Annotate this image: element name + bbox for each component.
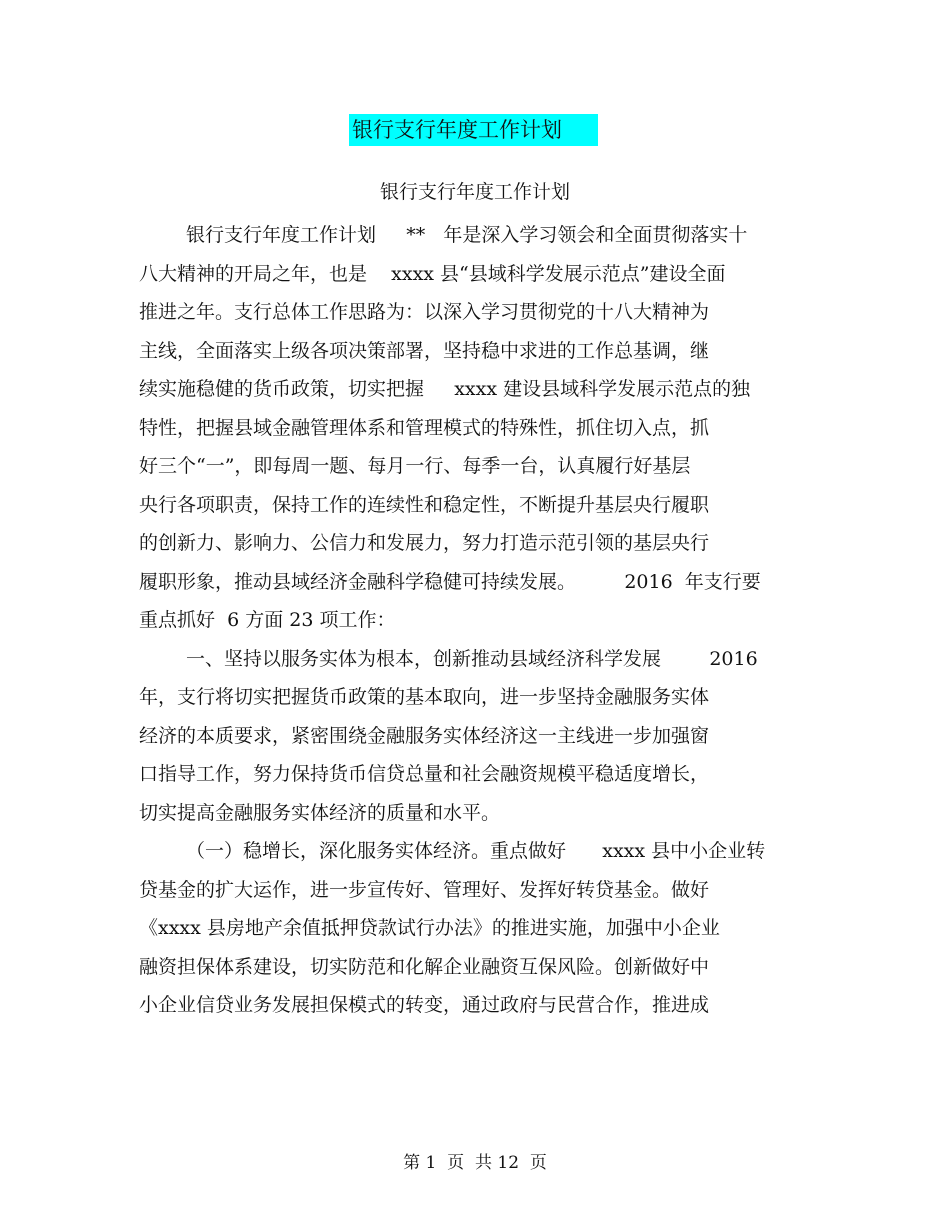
document-subtitle: 银行支行年度工作计划 xyxy=(379,181,570,203)
body-line: 推进之年。支行总体工作思路为：以深入学习贯彻党的十八大精神为 xyxy=(139,301,710,323)
body-line: 主线，全面落实上级各项决策部署，坚持稳中求进的工作总基调，继 xyxy=(139,339,710,362)
body-line: 融资担保体系建设，切实防范和化解企业融资互保风险。创新做好中 xyxy=(139,955,710,978)
body-line: 经济的本质要求，紧密围绕金融服务实体经济这一主线进一步加强窗 xyxy=(139,724,710,747)
body-line: 央行各项职责，保持工作的连续性和稳定性，不断提升基层央行履职 xyxy=(139,493,710,516)
document-title: 银行支行年度工作计划 xyxy=(349,114,598,146)
body-line: 一、坚持以服务实体为根本，创新推动县域经济科学发展 2016 xyxy=(186,647,758,670)
page-footer: 第 1 页 共 12 页 xyxy=(403,1153,547,1173)
body-line: 重点抓好 6 方面 23 项工作： xyxy=(139,609,396,631)
body-line: 小企业信贷业务发展担保模式的转变，通过政府与民营合作，推进成 xyxy=(139,994,710,1016)
body-line: 口指导工作，努力保持货币信贷总量和社会融资规模平稳适度增长， xyxy=(139,763,710,785)
body-line: 的创新力、影响力、公信力和发展力，努力打造示范引领的基层央行 xyxy=(139,532,710,554)
body-line: 八大精神的开局之年，也是 xxxx 县“县域科学发展示范点”建设全面 xyxy=(139,262,726,285)
body-line: （一）稳增长，深化服务实体经济。重点做好 xxxx 县中小企业转 xyxy=(186,840,766,862)
body-line: 年，支行将切实把握货币政策的基本取向，进一步坚持金融服务实体 xyxy=(139,686,710,708)
body-line: 履职形象，推动县域经济金融科学稳健可持续发展。 2016 年支行要 xyxy=(139,570,761,593)
body-line: 切实提高金融服务实体经济的质量和水平。 xyxy=(139,801,501,824)
body-line: 续实施稳健的货币政策，切实把握 xxxx 建设县域科学发展示范点的独 xyxy=(139,378,751,400)
body-line: 好三个“一”，即每周一题、每月一行、每季一台，认真履行好基层 xyxy=(139,455,691,477)
body-text xyxy=(139,219,819,1028)
body-line: 《xxxx 县房地产余值抵押贷款试行办法》的推进实施，加强中小企业 xyxy=(139,917,720,939)
body-line: 贷基金的扩大运作，进一步宣传好、管理好、发挥好转贷基金。做好 xyxy=(139,878,710,901)
body-line: 银行支行年度工作计划 ** 年是深入学习领会和全面贯彻落实十 xyxy=(186,224,748,246)
body-line: 特性，把握县域金融管理体系和管理模式的特殊性，抓住切入点，抓 xyxy=(139,416,710,439)
